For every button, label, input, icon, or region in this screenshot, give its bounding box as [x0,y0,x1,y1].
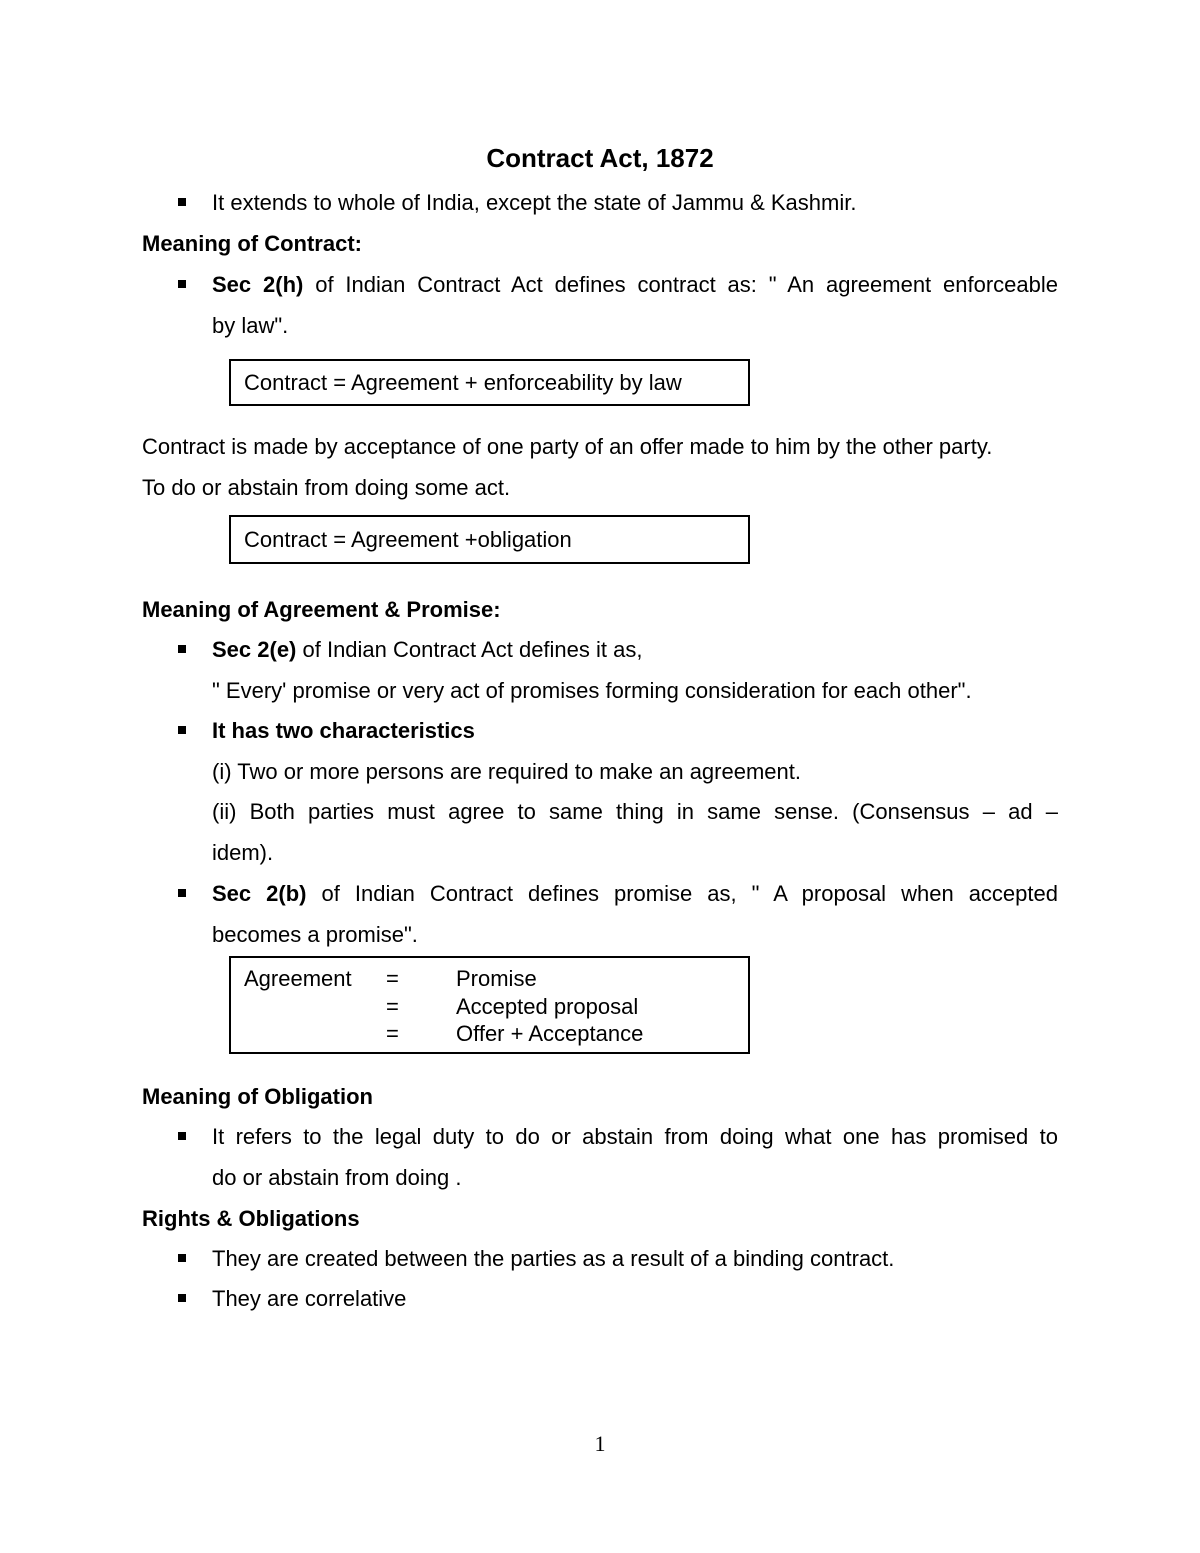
bullet-icon [178,280,186,288]
characteristics-heading: It has two characteristics [212,718,475,743]
formula-obligation-text: Contract = Agreement +obligation [244,527,572,552]
agreement-row-1: Promise [456,966,537,991]
section-heading-meaning-contract: Meaning of Contract: [142,231,362,256]
sec-2h-text: of Indian Contract Act defines contract as: " An agreement enforceable [303,272,1058,297]
sec-2h-label: Sec 2(h) [212,272,304,297]
sec-2e-quote: " Every' promise or very act of promises forming consideration for each other". [212,678,972,703]
formula-box-obligation [229,515,750,564]
section-heading-meaning-obligation: Meaning of Obligation [142,1084,373,1109]
equals-sign: = [386,994,399,1019]
sec-2e-line [212,636,642,664]
equals-sign: = [386,1021,399,1046]
intro-bullet-text: It extends to whole of India, except the state of Jammu & Kashmir. [212,190,857,215]
agreement-row-3: Offer + Acceptance [456,1021,644,1046]
sec-2h-line1 [212,271,1058,299]
obligation-text-line2: do or abstain from doing . [212,1165,462,1190]
page-number: 1 [594,1431,606,1456]
contract-paragraph-line1: Contract is made by acceptance of one party of an offer made to him by the other party. [142,434,993,459]
bullet-icon [178,645,186,653]
rights-item-2: They are correlative [212,1286,407,1311]
bullet-icon [178,1254,186,1262]
characteristic-1: (i) Two or more persons are required to make an agreement. [212,759,801,784]
section-heading-rights-obligations: Rights & Obligations [142,1206,360,1231]
section-heading-meaning-agreement: Meaning of Agreement & Promise: [142,597,501,622]
obligation-text-line1: It refers to the legal duty to do or abstain from doing what one has promised to [212,1124,1058,1149]
bullet-icon [178,198,186,206]
formula-box-enforceability [229,359,750,406]
sec-2e-label: Sec 2(e) [212,637,297,662]
sec-2b-label: Sec 2(b) [212,881,307,906]
document-title: Contract Act, 1872 [486,143,714,173]
sec-2b-line2: becomes a promise". [212,922,418,947]
bullet-icon [178,1294,186,1302]
agreement-term: Agreement [244,966,352,991]
equals-sign: = [386,966,399,991]
bullet-icon [178,1132,186,1140]
bullet-icon [178,889,186,897]
sec-2e-text: of Indian Contract Act defines it as, [296,637,643,662]
sec-2b-text: of Indian Contract defines promise as, " A proposal when accepted [306,881,1058,906]
rights-item-1: They are created between the parties as a result of a binding contract. [212,1246,895,1271]
sec-2h-line2: by law". [212,313,289,338]
characteristic-2-line2: idem). [212,840,274,865]
agreement-row-2: Accepted proposal [456,994,639,1019]
contract-paragraph-line2: To do or abstain from doing some act. [142,475,511,500]
bullet-icon [178,726,186,734]
sec-2b-line1 [212,880,1058,908]
characteristic-2-line1: (ii) Both parties must agree to same thing in same sense. (Consensus – ad – [212,799,1058,824]
formula-enforceability-text: Contract = Agreement + enforceability by law [244,370,682,395]
formula-box-agreement [229,956,750,1054]
